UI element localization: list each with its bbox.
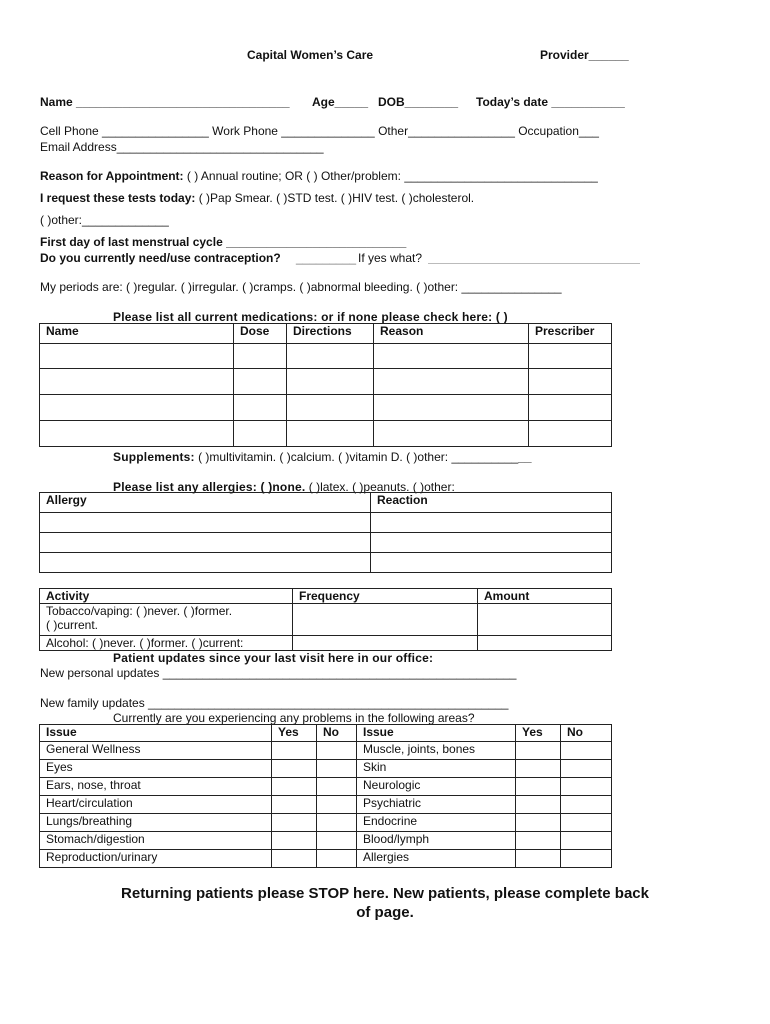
requested-tests[interactable]	[40, 191, 474, 205]
yes-checkbox-left[interactable]	[272, 832, 317, 850]
col-directions: Directions	[287, 324, 374, 344]
dob-field[interactable]: DOB________	[378, 95, 459, 109]
col-issue-right: Issue	[357, 725, 516, 742]
issue-left: Lungs/breathing	[40, 814, 272, 832]
yes-checkbox-left[interactable]	[272, 796, 317, 814]
table-row[interactable]	[40, 395, 612, 421]
yes-checkbox-right[interactable]	[516, 778, 561, 796]
yes-checkbox-left[interactable]	[272, 760, 317, 778]
col-yes-right: Yes	[516, 725, 561, 742]
contraception-question: Do you currently need/use contraception?	[40, 251, 281, 265]
no-checkbox-left[interactable]	[317, 742, 357, 760]
contraception-blank[interactable]: _________	[296, 251, 357, 265]
table-row[interactable]	[40, 814, 612, 832]
col-no-left: No	[317, 725, 357, 742]
no-checkbox-right[interactable]	[561, 742, 612, 760]
table-row[interactable]	[40, 369, 612, 395]
problems-table	[39, 724, 612, 868]
col-dose: Dose	[234, 324, 287, 344]
issue-left: Ears, nose, throat	[40, 778, 272, 796]
family-updates-field[interactable]: New family updates ______________________________________________________	[40, 696, 509, 710]
provider-field[interactable]: Provider______	[540, 48, 629, 62]
col-prescriber: Prescriber	[529, 324, 612, 344]
issue-right: Allergies	[357, 850, 516, 868]
col-frequency: Frequency	[293, 589, 478, 604]
issue-right: Skin	[357, 760, 516, 778]
col-amount: Amount	[478, 589, 612, 604]
no-checkbox-right[interactable]	[561, 850, 612, 868]
col-reason: Reason	[374, 324, 529, 344]
no-checkbox-left[interactable]	[317, 850, 357, 868]
col-no-right: No	[561, 725, 612, 742]
table-row[interactable]	[40, 533, 612, 553]
todays-date-field[interactable]: Today’s date ___________	[476, 95, 625, 109]
name-field[interactable]: Name ________________________________	[40, 95, 290, 109]
supplements-line[interactable]	[113, 450, 532, 464]
issue-right: Endocrine	[357, 814, 516, 832]
table-row[interactable]	[40, 421, 612, 447]
issue-right: Muscle, joints, bones	[357, 742, 516, 760]
updates-heading: Patient updates since your last visit here in our office:	[113, 651, 434, 665]
medications-heading: Please list all current medications: or if none please check here: ( )	[113, 310, 508, 324]
issue-right: Blood/lymph	[357, 832, 516, 850]
no-checkbox-right[interactable]	[561, 760, 612, 778]
yes-checkbox-right[interactable]	[516, 742, 561, 760]
table-row[interactable]	[40, 604, 612, 636]
table-row[interactable]	[40, 850, 612, 868]
col-activity: Activity	[40, 589, 293, 604]
table-row[interactable]	[40, 636, 612, 651]
contact-fields[interactable]: Cell Phone ________________ Work Phone ______________ Other________________ Occupation___	[40, 124, 599, 138]
no-checkbox-right[interactable]	[561, 796, 612, 814]
tests-other-field[interactable]: ( )other:_____________	[40, 213, 169, 227]
table-row[interactable]	[40, 513, 612, 533]
tests-options[interactable]: ( )Pap Smear. ( )STD test. ( )HIV test. ( )cholesterol.	[195, 191, 475, 205]
supplements-tail: __	[518, 450, 532, 464]
issue-right: Psychiatric	[357, 796, 516, 814]
yes-checkbox-right[interactable]	[516, 760, 561, 778]
allergies-none[interactable]: Please list any allergies: ( )none.	[113, 480, 306, 494]
reason-options[interactable]: ( ) Annual routine; OR ( ) Other/problem: _____________________________	[183, 169, 598, 183]
table-row[interactable]	[40, 344, 612, 369]
age-field[interactable]: Age_____	[312, 95, 369, 109]
email-field[interactable]: Email Address_______________________________	[40, 140, 324, 154]
table-row[interactable]	[40, 778, 612, 796]
issue-left: Eyes	[40, 760, 272, 778]
issue-left: Stomach/digestion	[40, 832, 272, 850]
yes-checkbox-right[interactable]	[516, 814, 561, 832]
table-row[interactable]	[40, 742, 612, 760]
supplements-label: Supplements:	[113, 450, 195, 464]
if-yes-label: If yes what?	[358, 251, 423, 265]
allergy-table	[39, 492, 612, 573]
tests-label: I request these tests today:	[40, 191, 196, 205]
clinic-title: Capital Women’s Care	[247, 48, 374, 62]
no-checkbox-left[interactable]	[317, 760, 357, 778]
table-row[interactable]	[40, 832, 612, 850]
no-checkbox-left[interactable]	[317, 814, 357, 832]
col-issue-left: Issue	[40, 725, 272, 742]
allergies-options[interactable]: ( )latex. ( )peanuts. ( )other:	[305, 480, 455, 494]
issue-right: Neurologic	[357, 778, 516, 796]
col-yes-left: Yes	[272, 725, 317, 742]
tobacco-cell[interactable]	[40, 604, 293, 636]
issue-left: Heart/circulation	[40, 796, 272, 814]
no-checkbox-right[interactable]	[561, 778, 612, 796]
yes-checkbox-right[interactable]	[516, 850, 561, 868]
table-row[interactable]	[40, 553, 612, 573]
no-checkbox-left[interactable]	[317, 796, 357, 814]
table-row[interactable]	[40, 796, 612, 814]
no-checkbox-right[interactable]	[561, 814, 612, 832]
menstrual-cycle-field[interactable]: First day of last menstrual cycle ___________________________	[40, 235, 407, 249]
tobacco-current[interactable]: ( )current.	[46, 618, 99, 632]
issue-left: Reproduction/urinary	[40, 850, 272, 868]
yes-checkbox-right[interactable]	[516, 796, 561, 814]
personal-updates-field[interactable]: New personal updates _____________________________________________________	[40, 666, 517, 680]
table-row[interactable]	[40, 760, 612, 778]
footer-instruction-cont: of page.	[356, 904, 414, 921]
col-name: Name	[40, 324, 234, 344]
reason-for-appointment[interactable]	[40, 169, 598, 183]
alcohol-options[interactable]: Alcohol: ( )never. ( )former. ( )current:	[40, 636, 293, 651]
yes-checkbox-left[interactable]	[272, 850, 317, 868]
periods-options[interactable]: My periods are: ( )regular. ( )irregular. ( )cramps. ( )abnormal bleeding. ( )other: _______________	[40, 280, 562, 294]
yes-checkbox-left[interactable]	[272, 778, 317, 796]
problems-heading: Currently are you experiencing any problems in the following areas?	[113, 711, 475, 725]
footer-instruction: Returning patients please STOP here. New patients, please complete back	[121, 885, 649, 902]
no-checkbox-left[interactable]	[317, 778, 357, 796]
activity-table	[39, 588, 612, 651]
yes-checkbox-right[interactable]	[516, 832, 561, 850]
medications-table	[39, 323, 612, 447]
if-yes-line[interactable]	[428, 263, 640, 264]
issue-left: General Wellness	[40, 742, 272, 760]
col-reaction: Reaction	[371, 493, 612, 513]
tobacco-options[interactable]: Tobacco/vaping: ( )never. ( )former.	[46, 604, 233, 618]
no-checkbox-left[interactable]	[317, 832, 357, 850]
col-allergy: Allergy	[40, 493, 371, 513]
supplements-options[interactable]: ( )multivitamin. ( )calcium. ( )vitamin D. ( )other: __________	[194, 450, 519, 464]
yes-checkbox-left[interactable]	[272, 814, 317, 832]
no-checkbox-right[interactable]	[561, 832, 612, 850]
reason-label: Reason for Appointment:	[40, 169, 184, 183]
yes-checkbox-left[interactable]	[272, 742, 317, 760]
